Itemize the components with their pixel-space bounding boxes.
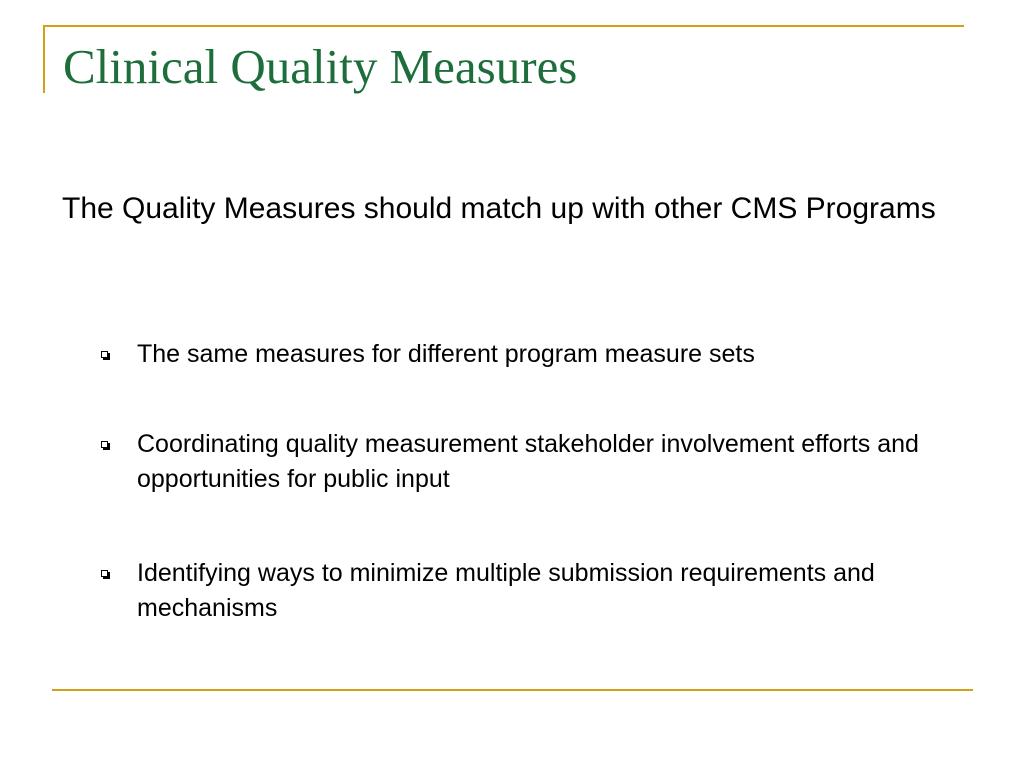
bullet-item bbox=[97, 427, 977, 497]
left-accent-rule bbox=[43, 25, 45, 93]
slide-title: Clinical Quality Measures bbox=[63, 39, 578, 94]
hollow-square-bullet-icon bbox=[101, 351, 108, 358]
bottom-accent-rule bbox=[52, 689, 973, 691]
intro-text: The Quality Measures should match up with other CMS Programs bbox=[62, 192, 936, 225]
top-accent-rule bbox=[44, 25, 964, 27]
bullet-text: The same measures for different program measure sets bbox=[137, 340, 755, 368]
hollow-square-bullet-icon bbox=[101, 570, 108, 577]
bullet-item bbox=[97, 337, 977, 372]
bullet-text: Coordinating quality measurement stakeholder involvement efforts and opportunities for public input bbox=[137, 430, 919, 493]
bullet-text: Identifying ways to minimize multiple submission requirements and mechanisms bbox=[137, 559, 875, 622]
hollow-square-bullet-icon bbox=[101, 441, 108, 448]
bullet-item bbox=[97, 556, 977, 626]
